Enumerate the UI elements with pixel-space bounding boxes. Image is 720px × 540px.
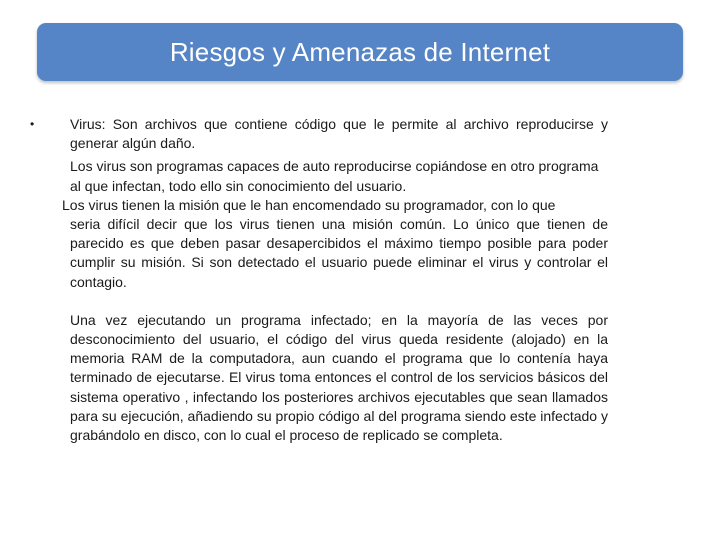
- paragraph-virus-execution: Una vez ejecutando un programa infectado; en la mayoría de las veces por desconocimiento del usuario, el código del virus queda residente (alojado) en la memoria RAM de la computadora, aun cuando el programa que lo contenía haya terminado de ejecutarse. El virus toma entonces el control de los servicios básicos del sistema operativo , infectando los posteriores archivos ejecutables que sean llamados para su ejecución, añadiendo su propio código al del programa siendo este infectado y grabándolo en disco, con lo cual el proceso de replicado se completa.: [70, 311, 608, 444]
- paragraph-virus-definition: Virus: Son archivos que contiene código que le permite al archivo reproducirse y generar algún daño.: [70, 116, 608, 152]
- paragraph-virus-mission-lead: Los virus tienen la misión que le han encomendado su programador, con lo que: [62, 196, 556, 213]
- bullet-marker: •: [30, 117, 35, 131]
- slide-body: [62, 115, 608, 445]
- slide-title: Riesgos y Amenazas de Internet: [169, 36, 551, 67]
- title-bar: [37, 23, 683, 81]
- paragraph-virus-description: Los virus son programas capaces de auto reproducirse copiándose en otro programa al que infectan, todo ello sin conocimiento del usuario.: [70, 158, 599, 194]
- paragraph-virus-mission: seria difícil decir que los virus tienen una misión común. Lo único que tienen de parecido es que deben pasar desapercibidos el máximo tiempo posible para poder cumplir su misión. Si son detectado el usuario puede eliminar el virus y controlar el contagio.: [70, 216, 608, 290]
